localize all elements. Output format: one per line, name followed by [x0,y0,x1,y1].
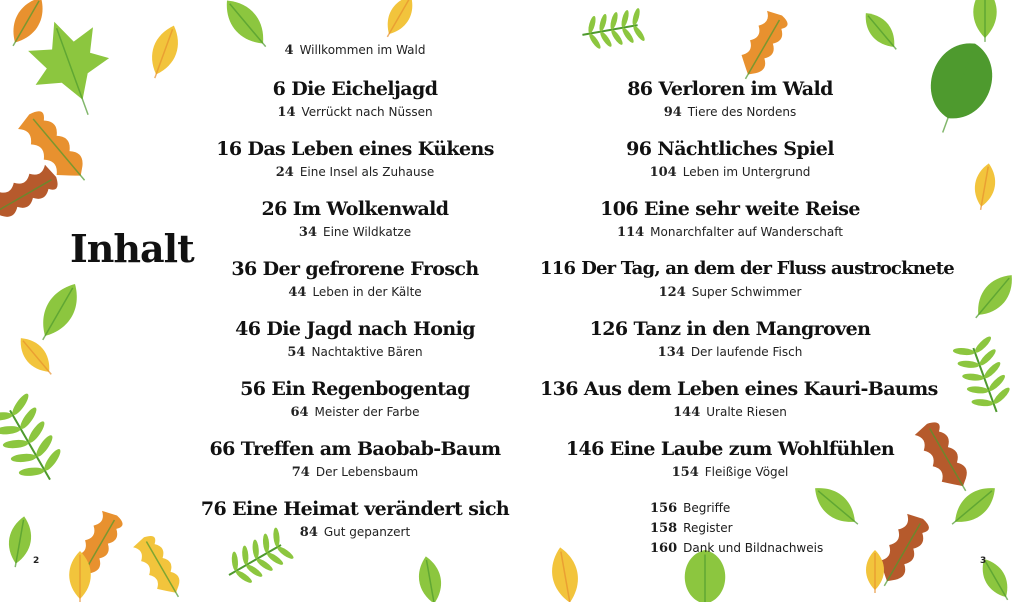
leaf-illustration [967,268,1020,326]
chapter-title: Das Leben eines Kükens [247,138,494,160]
chapter-title: Die Jagd nach Honig [266,318,475,340]
toc-entry [540,316,920,376]
subchapter-title: Meister der Farbe [314,405,420,419]
subchapter-title: Fleißige Vögel [704,465,789,479]
subchapter-page: 134 [657,345,685,360]
toc-entry [540,436,920,496]
chapter-page: 16 [216,138,242,160]
chapter-title: Tanz in den Mangroven [633,318,871,340]
appendix-item [650,498,823,518]
toc-entry [200,76,510,136]
chapter-title: Eine sehr weite Reise [644,198,860,220]
subchapter-page: 64 [290,405,309,420]
chapter-title: Die Eicheljagd [291,78,438,100]
appendix-page: 160 [650,541,678,556]
subchapter-title: Leben im Untergrund [682,165,811,179]
chapter-title: Nächtliches Spiel [657,138,834,160]
chapter-page: 106 [600,198,638,220]
leaf-illustration [915,33,1003,142]
subchapter-page: 34 [298,225,317,240]
leaf-illustration [973,0,996,42]
chapter-page: 76 [200,498,227,520]
leaf-illustration [379,0,420,42]
leaf-illustration [132,532,188,602]
chapter-title: Im Wolkenwald [292,198,449,220]
toc-entry [540,196,920,256]
subchapter-page: 74 [291,465,310,480]
subchapter-page: 114 [617,225,645,240]
toc-entry [200,496,510,556]
chapter-page: 66 [209,438,235,460]
subchapter-page: 144 [673,405,701,420]
appendix-title: Register [683,521,733,535]
toc-left-column [200,40,510,556]
subchapter-page: 14 [277,105,296,120]
subchapter-title: Eine Wildkatze [323,225,412,239]
chapter-title: Eine Laube zum Wohlfühlen [609,438,895,460]
page-title: Inhalt [70,226,194,271]
chapter-title: Aus dem Leben eines Kauri-Baums [583,378,938,400]
toc-entry [200,376,510,436]
appendix-title: Dank und Bildnachweis [683,541,824,555]
subchapter-title: Tiere des Nordens [687,105,797,119]
subchapter-title: Super Schwimmer [691,285,802,299]
chapter-title: Ein Regenbogentag [271,378,470,400]
subchapter-page: 94 [663,105,682,120]
toc-intro-title: Willkommen im Wald [299,43,426,57]
toc-right-column [540,76,954,496]
chapter-page: 36 [231,258,257,280]
chapter-title: Der Tag, an dem der Fluss austrocknete [581,258,954,279]
leaf-illustration [913,418,976,499]
subchapter-page: 124 [658,285,686,300]
toc-intro-page: 4 [284,43,294,58]
toc-appendix [650,498,823,558]
chapter-title: Treffen am Baobab-Baum [240,438,501,460]
chapter-page: 116 [540,258,576,279]
leaf-illustration [971,162,999,212]
toc-intro-entry [200,40,510,76]
subchapter-page: 84 [299,525,318,540]
subchapter-title: Gut gepanzert [323,525,411,539]
chapter-title: Verloren im Wald [658,78,833,100]
leaf-illustration [31,277,87,346]
leaf-illustration [579,7,647,53]
appendix-page: 158 [650,521,678,536]
leaf-illustration [858,7,904,56]
toc-entry [540,256,954,316]
leaf-illustration [945,479,1003,533]
chapter-page: 6 [272,78,286,100]
subchapter-title: Der Lebensbaum [315,465,419,479]
subchapter-page: 54 [287,345,306,360]
leaf-illustration [951,333,1017,419]
subchapter-title: Nachtaktive Bären [311,345,423,359]
chapter-page: 136 [540,378,578,400]
subchapter-page: 104 [649,165,677,180]
toc-entry [200,136,510,196]
leaf-illustration [144,22,185,83]
chapter-page: 56 [240,378,266,400]
subchapter-title: Uralte Riesen [706,405,787,419]
page-number-right: 3 [980,556,987,566]
toc-entry [200,316,510,376]
leaf-illustration [3,0,51,52]
leaf-illustration [13,332,59,381]
subchapter-title: Der laufende Fisch [690,345,803,359]
chapter-page: 86 [627,78,653,100]
leaf-illustration [0,163,62,226]
subchapter-page: 44 [288,285,307,300]
chapter-page: 96 [626,138,652,160]
leaf-illustration [732,8,791,84]
leaf-illustration [0,390,72,492]
toc-entry [200,196,510,256]
leaf-illustration [548,545,583,602]
subchapter-title: Eine Insel als Zuhause [299,165,435,179]
subchapter-title: Leben in der Kälte [312,285,422,299]
toc-entry [540,76,920,136]
chapter-page: 26 [261,198,287,220]
subchapter-title: Verrückt nach Nüssen [301,105,433,119]
appendix-item [650,538,823,558]
toc-intro [200,40,510,61]
appendix-page: 156 [650,501,678,516]
toc-entry [200,436,510,496]
leaf-illustration [866,550,884,593]
appendix-item [650,518,823,538]
toc-entry [200,256,510,316]
chapter-page: 146 [565,438,604,460]
appendix-title: Begriffe [683,501,731,515]
leaf-illustration [5,514,35,569]
leaf-illustration [415,554,445,602]
chapter-page: 126 [589,318,628,340]
chapter-page: 46 [235,318,261,340]
subchapter-page: 24 [275,165,294,180]
subchapter-title: Monarchfalter auf Wanderschaft [650,225,843,239]
subchapter-page: 154 [671,465,699,480]
toc-entry [540,136,920,196]
toc-entry [540,376,938,436]
page-number-left: 2 [33,556,40,566]
chapter-title: Der gefrorene Frosch [262,258,479,280]
chapter-title: Eine Heimat verändert sich [232,498,510,520]
